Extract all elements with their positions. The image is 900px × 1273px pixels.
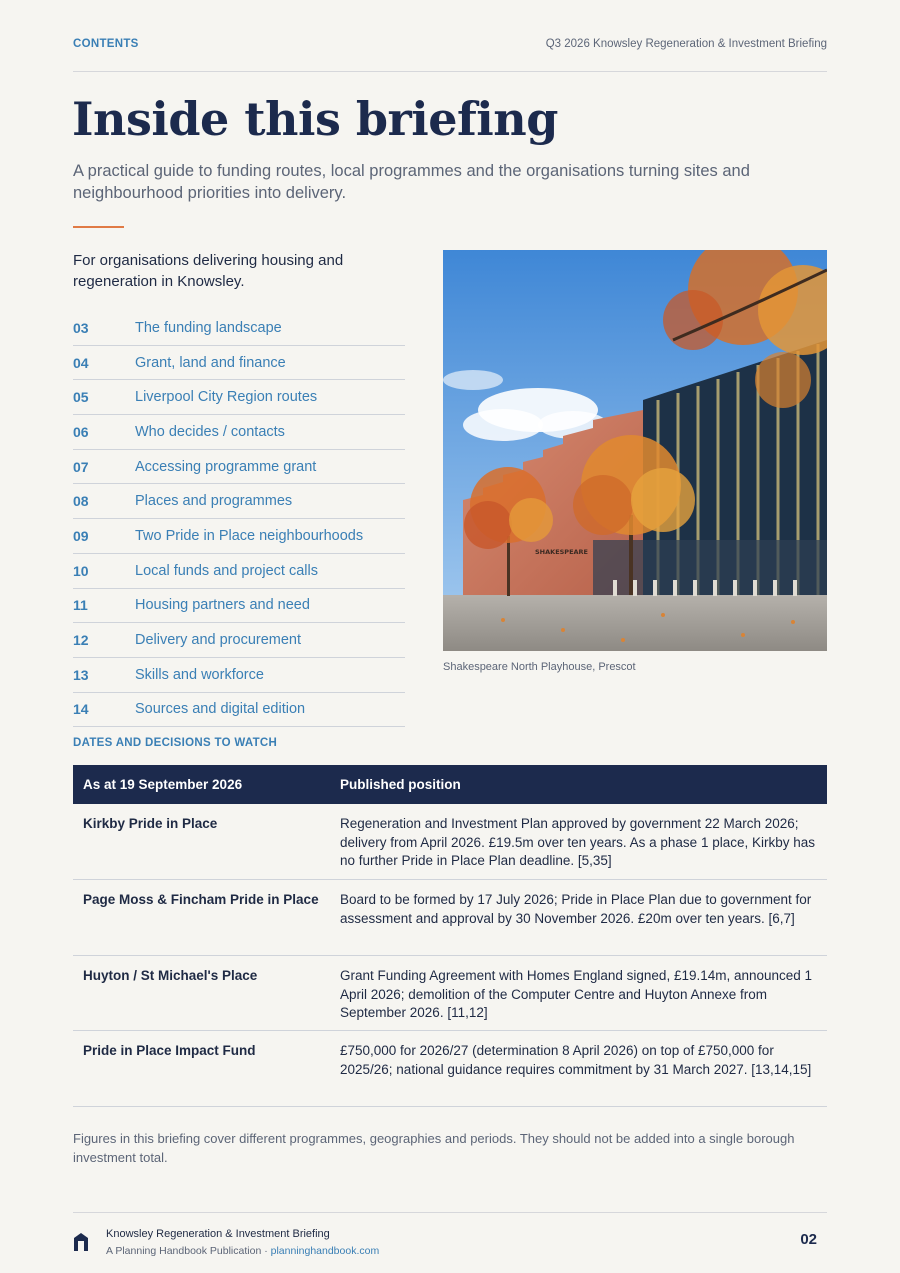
toc-page-number: 03 (73, 319, 89, 336)
dates-table (73, 765, 827, 1107)
toc-entry[interactable] (73, 693, 405, 728)
toc-entry[interactable] (73, 346, 405, 381)
row-position: Board to be formed by 17 July 2026; Pride in Place Plan due to government for assessment and approval by 30 November 2026. £20m over ten years. [6,7] (340, 892, 812, 926)
playhouse-illustration (443, 250, 827, 651)
page-title: Inside this briefing (72, 92, 558, 146)
audience-statement: For organisations delivering housing and regeneration in Knowsley. (73, 252, 344, 290)
toc-label[interactable]: Local funds and project calls (135, 562, 318, 579)
toc-label[interactable]: Grant, land and finance (135, 354, 286, 371)
toc-label[interactable]: Liverpool City Region routes (135, 389, 318, 406)
column-header: As at 19 September 2026 (83, 777, 243, 792)
toc-page-number: 13 (73, 666, 89, 683)
photo-caption: Shakespeare North Playhouse, Prescot (443, 661, 636, 673)
toc-page-number: 05 (73, 389, 89, 406)
table-row (73, 1031, 827, 1107)
toc-entry[interactable] (73, 450, 405, 485)
toc-label[interactable]: The funding landscape (135, 319, 282, 336)
row-position: £750,000 for 2026/27 (determination 8 April 2026) on top of £750,000 for 2025/26; national guidance requires commitment by 31 March 2027. [13,14,15] (340, 1043, 812, 1077)
page-number: 02 (800, 1231, 817, 1248)
row-position: Regeneration and Investment Plan approved by government 22 March 2026; delivery from April 2026. £19.5m over ten years. As a phase 1 place, Kirkby has no further Pride in Place Plan deadline. [5,35] (340, 816, 815, 868)
toc-entry[interactable] (73, 311, 405, 346)
toc-entry[interactable] (73, 623, 405, 658)
column-header: Published position (340, 777, 461, 792)
table-header (73, 765, 827, 804)
toc-entry[interactable] (73, 380, 405, 415)
row-item: Pride in Place Impact Fund (83, 1043, 256, 1058)
toc-page-number: 08 (73, 493, 89, 510)
footer-publisher (106, 1245, 379, 1257)
publisher-text: A Planning Handbook Publication · (106, 1245, 271, 1257)
footnote: Figures in this briefing cover different programmes, geographies and periods. They should not be added into a single borough investment total. (73, 1131, 795, 1165)
publisher-link[interactable]: planninghandbook.com (270, 1245, 380, 1257)
footer-title: Knowsley Regeneration & Investment Briefing (106, 1228, 330, 1240)
toc-page-number: 06 (73, 423, 89, 440)
row-item: Kirkby Pride in Place (83, 816, 218, 831)
toc-page-number: 04 (73, 354, 89, 371)
toc-page-number: 07 (73, 458, 89, 475)
toc-label[interactable]: Sources and digital edition (135, 701, 306, 718)
toc-label[interactable]: Accessing programme grant (135, 458, 317, 475)
page-subtitle: A practical guide to funding routes, local programmes and the organisations turning sites and neighbourhood priorities into delivery. (73, 162, 750, 202)
toc-page-number: 12 (73, 632, 89, 649)
publisher-logo-icon (73, 1232, 89, 1251)
toc-entry[interactable] (73, 519, 405, 554)
toc-label[interactable]: Places and programmes (135, 493, 293, 510)
table-row (73, 880, 827, 956)
row-item: Page Moss & Fincham Pride in Place (83, 892, 319, 907)
toc-page-number: 11 (73, 597, 88, 614)
toc-entry[interactable] (73, 658, 405, 693)
accent-rule (73, 226, 124, 228)
section-label: CONTENTS (73, 38, 139, 50)
toc-page-number: 14 (73, 701, 89, 718)
table-row (73, 804, 827, 880)
toc-label[interactable]: Who decides / contacts (135, 423, 285, 440)
toc-label[interactable]: Housing partners and need (135, 597, 310, 614)
toc-entry[interactable] (73, 554, 405, 589)
row-position: Grant Funding Agreement with Homes England signed, £19.14m, announced 1 April 2026; demolition of the Computer Centre and Huyton Annexe from September 2026. [11,12] (340, 968, 813, 1020)
page-footer (73, 1212, 827, 1263)
publication-title: Q3 2026 Knowsley Regeneration & Investment Briefing (545, 38, 827, 50)
toc-page-number: 09 (73, 527, 89, 544)
toc-entry[interactable] (73, 589, 405, 624)
table-row (73, 956, 827, 1031)
building-sign: SHAKESPEARE (535, 548, 588, 556)
page-header (73, 38, 827, 72)
toc-page-number: 10 (73, 562, 89, 579)
toc-label[interactable]: Two Pride in Place neighbourhoods (135, 527, 364, 544)
table-of-contents (73, 311, 405, 727)
toc-label[interactable]: Skills and workforce (135, 666, 264, 683)
toc-entry[interactable] (73, 415, 405, 450)
toc-label[interactable]: Delivery and procurement (135, 632, 302, 649)
toc-entry[interactable] (73, 484, 405, 519)
dates-heading: DATES AND DECISIONS TO WATCH (73, 737, 278, 749)
playhouse-photo (443, 250, 827, 651)
row-item: Huyton / St Michael's Place (83, 968, 258, 983)
